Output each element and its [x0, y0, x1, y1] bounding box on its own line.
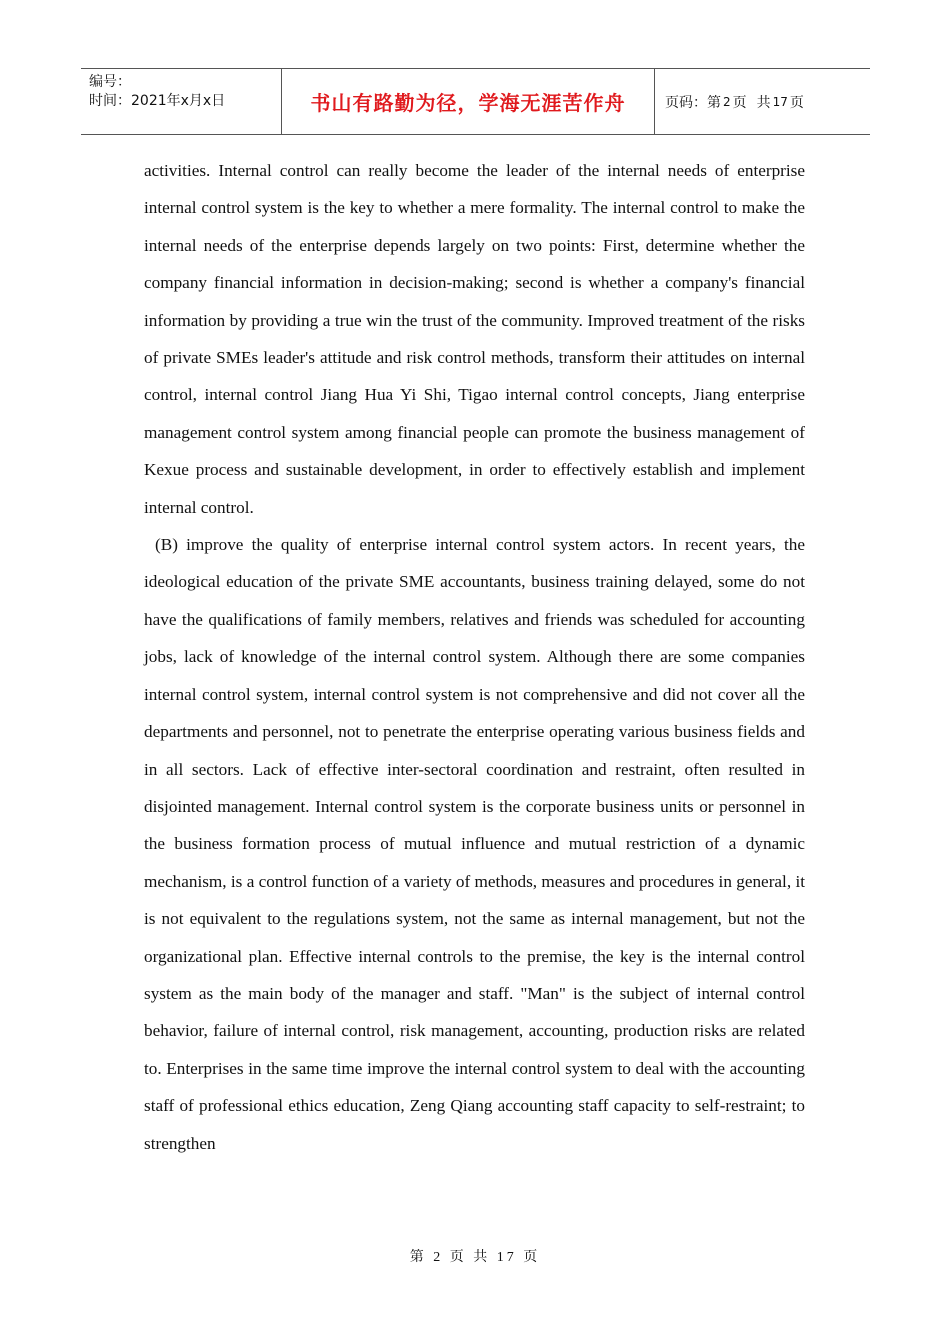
paragraph: activities. Internal control can really become the leader of the internal needs of enterprise internal control system is the key to whether a mere formality. The internal control to make the internal needs of the enterprise depends largely on two points: First, determine whether the company financial information in decision-making; second is whether a company's financial information by providing a true win the trust of the community. Improved treatment of the risks of private SMEs leader's attitude and risk control methods, transform their attitudes on internal control, internal control Jiang Hua Yi Shi, Tigao internal control concepts, Jiang enterprise management control system among financial people can promote the business management of Kexue process and sustainable development, in order to effectively establish and implement internal control.: [144, 161, 805, 517]
header-meta: [81, 69, 282, 134]
page-total: 17: [772, 94, 788, 109]
header-motto-cell: [282, 69, 655, 134]
page-header: [81, 68, 870, 135]
document-number-label: 编号：: [89, 74, 131, 90]
page-footer: 第 2 页 共 17 页: [409, 1250, 541, 1265]
header-motto: 书山有路勤为径，学海无涯苦作舟: [310, 91, 626, 115]
page-label: 页码：第: [665, 94, 721, 111]
body-text: [144, 152, 805, 1162]
page-unit: 页: [732, 94, 747, 111]
header-page-info: [655, 69, 870, 134]
paragraph: (B) improve the quality of enterprise internal control system actors. In recent years, the ideological education of the private SME accountants, business training delayed, some do not have the qualifications of family members, relatives and friends was scheduled for accounting jobs, lack of knowledge of the internal control system. Although there are some companies internal control system, internal control system is not comprehensive and did not cover all the departments and personnel, not to penetrate the enterprise operating various business fields and in all sectors. Lack of effective inter-sectoral coordination and restraint, often resulted in disjointed management. Internal control system is the corporate business units or personnel in the business formation process of mutual influence and mutual restriction of a dynamic mechanism, is a control function of a variety of methods, measures and procedures in general, it is not equivalent to the regulations system, not the same as internal management, but not the organizational plan. Effective internal controls to the premise, the key is the internal control system as the main body of the manager and staff. "Man" is the subject of internal control behavior, failure of internal control, risk management, accounting, production risks are related to. Enterprises in the same time improve the internal control system to deal with the accounting staff of professional ethics education, Zeng Qiang accounting staff capacity to self-restraint; to strengthen: [144, 535, 805, 1153]
page-current: 2: [723, 94, 731, 109]
document-date: 时间：2021年x月x日: [89, 93, 226, 109]
total-prefix: 共: [756, 94, 771, 111]
total-unit: 页: [789, 94, 804, 111]
